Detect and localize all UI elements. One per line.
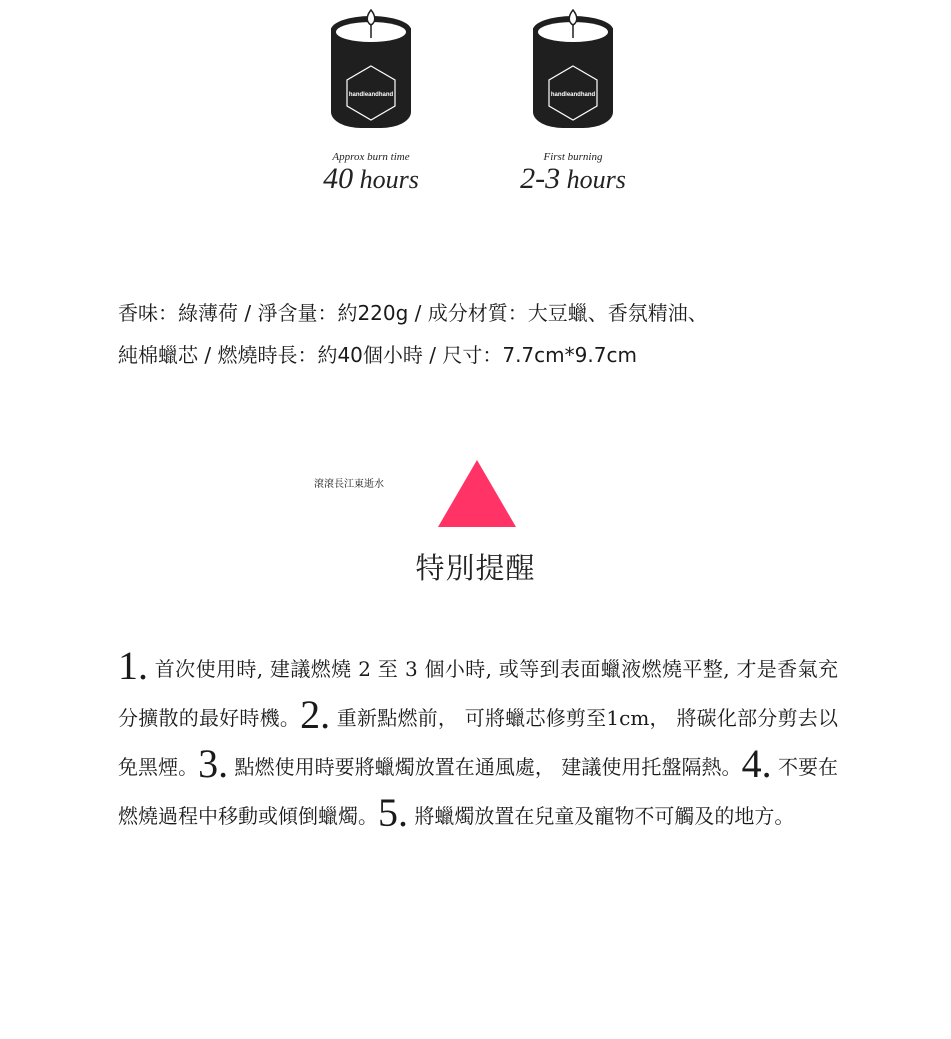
candle-burn-time xyxy=(271,8,471,194)
spec-line-1: 香味：綠薄荷 / 淨含量：約220g / 成分材質：大豆蠟、香氛精油、 xyxy=(118,301,708,325)
note-number: 2. xyxy=(300,692,331,737)
brand-logo-text: handleandhand xyxy=(348,92,394,98)
first-burning-label: First burning xyxy=(543,151,603,163)
candle-first-burning xyxy=(473,8,673,194)
note-number: 1. xyxy=(118,643,148,688)
note-text: 首次使用時, 建議燃燒 2 至 3 個小時, 或等到表面蠟液燃燒平整, 才是香氣充分擴散的最好時機。 xyxy=(118,657,838,730)
product-specs xyxy=(118,292,838,376)
first-burning-value: 2-3 hours xyxy=(520,162,626,195)
burn-time-value: 40 hours xyxy=(323,162,419,195)
slogan-text: 滾滾長江東逝水 xyxy=(314,479,384,490)
note-5 xyxy=(378,790,795,835)
note-3 xyxy=(198,741,742,786)
note-number: 4. xyxy=(741,741,772,786)
candle-icon xyxy=(329,8,413,136)
note-text: 點燃使用時要將蠟燭放置在通風處， 建議使用托盤隔熱。 xyxy=(228,755,742,779)
triangle-icon xyxy=(438,460,516,528)
note-number: 5. xyxy=(378,790,408,835)
spec-line-2: 純棉蠟芯 / 燃燒時長：約40個小時 / 尺寸：7.7cm*9.7cm xyxy=(118,343,637,367)
note-text: 重新點燃前， 可將蠟芯修剪至1cm， 將碳化部分剪去以免黑煙。 xyxy=(118,706,839,779)
note-text: 將蠟燭放置在兒童及寵物不可觸及的地方。 xyxy=(408,804,795,828)
candle-icon xyxy=(531,8,615,136)
section-heading: 特別提醒 xyxy=(415,551,536,585)
care-notes xyxy=(118,643,838,839)
note-number: 3. xyxy=(198,741,229,786)
burn-time-label: Approx burn time xyxy=(332,151,410,163)
candle-illustrations xyxy=(0,8,951,208)
note-text: 不要在燃燒過程中移動或傾倒蠟燭。 xyxy=(118,755,839,828)
brand-logo-text: handleandhand xyxy=(550,92,596,98)
